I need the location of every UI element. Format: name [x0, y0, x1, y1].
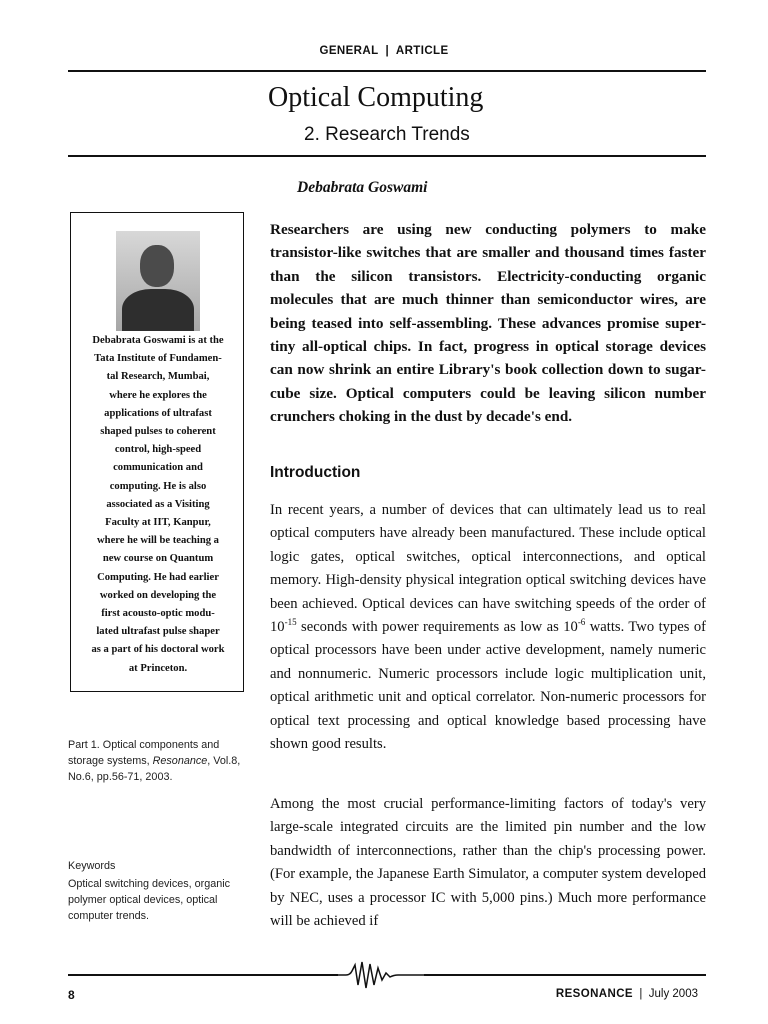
keywords-text: Optical switching devices, organic polymer optical devices, optical computer trends.: [68, 878, 231, 922]
bio-line: Tata Institute of Fundamen-: [94, 353, 222, 365]
bio-line: shaped pulses to coherent: [100, 426, 216, 438]
bio-line: associated as a Visiting: [106, 498, 210, 510]
bio-line: lated ultrafast pulse shaper: [96, 626, 220, 638]
author-photo: [116, 231, 200, 331]
header-section: GENERAL: [319, 45, 379, 57]
bio-line: tal Research, Mumbai,: [106, 371, 210, 383]
bio-line: computing. He is also: [109, 480, 207, 492]
bio-line: as a part of his doctoral work: [91, 644, 225, 656]
bio-line: applications of ultrafast: [104, 407, 212, 419]
exponent: -6: [577, 617, 586, 628]
header-separator: |: [385, 45, 390, 57]
bio-line: Debabrata Goswami is at the: [92, 335, 224, 346]
paragraph-introduction-2: Among the most crucial performance-limiting factors of today's very large-scale integrated circuits are the limited pin number and the low bandwidth of interconnections, rather than the chip's processing power. (For example, the Japanese Earth Simulator, a computer system developed by NEC, uses a processor IC with 5,000 pins.) Much more performance will be achieved if: [270, 796, 706, 930]
article-title: Optical Computing: [268, 82, 484, 113]
exponent: -15: [284, 617, 297, 628]
bio-line: worked on developing the: [99, 589, 217, 601]
footer-journal-date: [540, 988, 698, 1000]
bio-line: at Princeton.: [128, 662, 188, 674]
article-subtitle: 2. Research Trends: [304, 124, 470, 145]
author-name: Debabrata Goswami: [297, 179, 428, 196]
bio-line: new course on Quantum: [102, 553, 214, 565]
part-one-note: Part 1. Optical components and storage systems, Resonance, Vol.8, No.6, pp.56-71, 2003.: [68, 739, 241, 783]
bio-line: where he explores the: [109, 389, 207, 401]
footer-separator: |: [639, 988, 643, 1000]
paragraph-introduction-1: In recent years, a number of devices that can ultimately lead us to real optical computers have already been manufactured. These include optical logic gates, optical switches, optical interconnections, and optical memory. High-density physical integration optical switching devices have been achieved. Optical devices can have switching speeds of the order of $10^{-15}$ seconds with power requirements as low as $10^{-6}$ watts. Two types of optical processors have been under active development, namely numeric and nonnumeric. Numeric processors include logic multiplication unit, optical arithmetic unit and optical correlator. Non-numeric processors for optical text processing and optical knowledge based processing have shown good results.: [270, 502, 706, 753]
footer-rule-left: [68, 974, 338, 976]
footer-date: July 2003: [648, 988, 698, 1000]
bio-line: control, high-speed: [114, 444, 202, 456]
author-bio-box: [70, 212, 244, 692]
footer-journal: RESONANCE: [555, 988, 633, 1000]
header-type: ARTICLE: [395, 45, 449, 57]
abstract: Researchers are using new conducting polymers to make transistor-like switches that are smaller and thousand times faster than the silicon transistors. Electricity-conducting organic molecules that are much thinner than semiconductor wires, are being teased into self-assembling. These advances promise super-tiny all-optical chips. In fact, progress in optical storage devices can now shrink an entire Library's book collection down to sugar-cube size. Optical computers could be leaving silicon number crunchers choking in the dust by decade's end.: [270, 221, 706, 426]
running-header: [0, 45, 768, 57]
bio-line: Faculty at IIT, Kanpur,: [105, 517, 211, 529]
bio-line: Computing. He had earlier: [97, 571, 219, 583]
resonance-wave-logo: [336, 958, 426, 990]
bio-line: where he will be teaching a: [97, 535, 219, 547]
footer-rule-right: [424, 974, 706, 976]
page-number: 8: [68, 988, 75, 1002]
section-heading-introduction: Introduction: [270, 464, 361, 481]
author-bio: [75, 332, 241, 678]
bio-line: first acousto-optic modu-: [101, 608, 215, 620]
journal-name: Resonance: [152, 755, 208, 767]
title-rule: [68, 155, 706, 157]
header-rule: [68, 70, 706, 72]
keywords-heading: Keywords: [68, 860, 116, 872]
bio-line: communication and: [113, 462, 203, 474]
